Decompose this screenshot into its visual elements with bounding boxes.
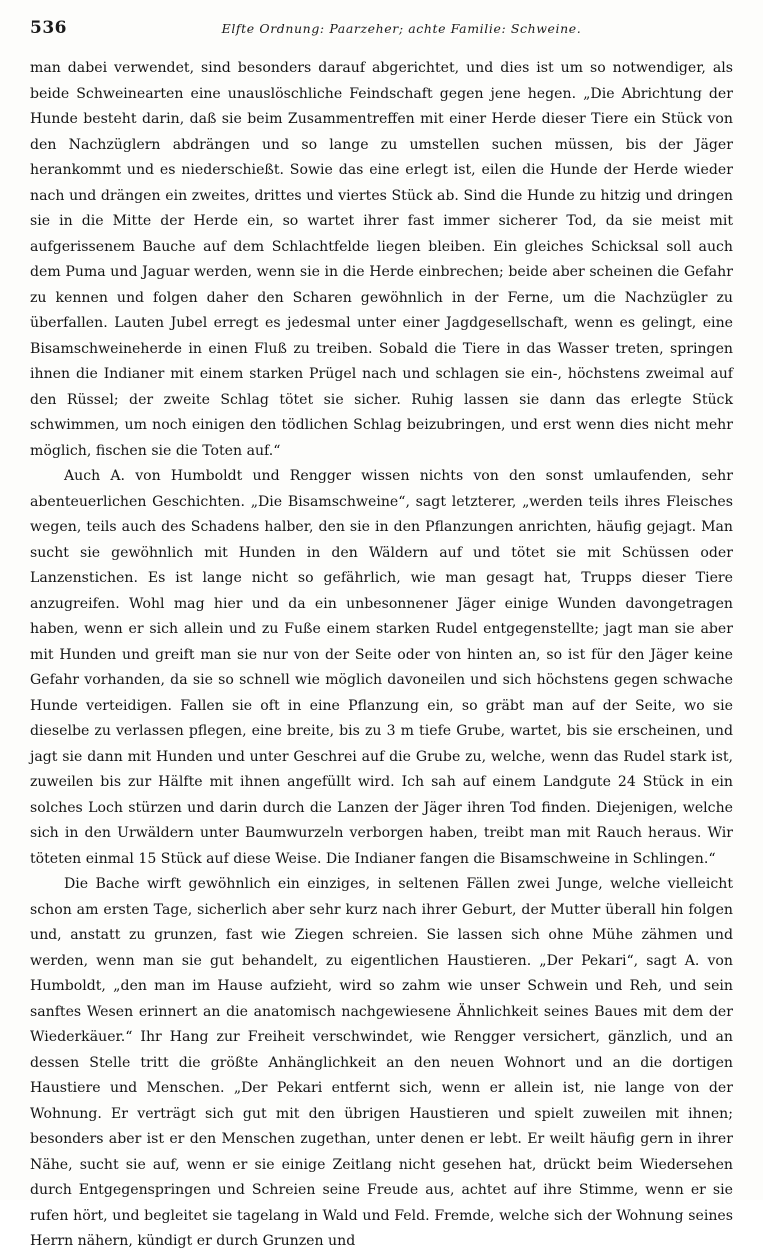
page-number: 536	[30, 18, 67, 38]
running-head: Elfte Ordnung: Paarzeher; achte Familie: Schweine.	[221, 21, 582, 36]
paragraph-humboldt-rengger: Auch A. von Humboldt und Rengger wissen nichts von den sonst umlaufenden, sehr abenteuerlichen Geschichten. „Die Bisamschweine“, sagt letzterer, „werden teils ihres Fleisches wegen, teils auch des Schadens halber, den sie in den Pflanzungen anrichten, häufig gejagt. Man sucht sie gewöhnlich mit Hunden in den Wäldern auf und tötet sie mit Schüssen oder Lanzenstichen. Es ist lange nicht so gefährlich, wie man gesagt hat, Trupps dieser Tiere anzugreifen. Wohl mag hier und da ein unbesonnener Jäger einige Wunden davongetragen haben, wenn er sich allein und zu Fuße einem starken Rudel entgegenstellte; jagt man sie aber mit Hunden und greift man sie nur von der Seite oder von hinten an, so ist für den Jäger keine Gefahr vorhanden, da sie so schnell wie möglich davoneilen und sich höchstens gegen schwache Hunde verteidigen. Fallen sie oft in eine Pflanzung ein, so gräbt man auf der Seite, wo sie dieselbe zu verlassen pflegen, eine breite, bis zu 3 m tiefe Grube, wartet, bis sie erscheinen, und jagt sie dann mit Hunden und unter Geschrei auf die Grube zu, welche, wenn das Rudel stark ist, zuweilen bis zur Hälfte mit ihnen angefüllt wird. Ich sah auf einem Landgute 24 Stück in ein solches Loch stürzen und darin durch die Lanzen der Jäger ihren Tod finden. Diejenigen, welche sich in den Urwäldern unter Baumwurzeln verborgen haben, treibt man mit Rauch heraus. Wir töteten einmal 15 Stück auf diese Weise. Die Indianer fangen die Bisamschweine in Schlingen.“	[30, 468, 733, 867]
paragraph-bache: Die Bache wirft gewöhnlich ein einziges, in seltenen Fällen zwei Junge, welche vielleicht schon am ersten Tage, sicherlich aber sehr kurz nach ihrer Geburt, der Mutter überall hin folgen und, anstatt zu grunzen, fast wie Ziegen schreien. Sie lassen sich ohne Mühe zähmen und werden, wenn man sie gut behandelt, zu eigentlichen Haustieren. „Der Pekari“, sagt A. von Humboldt, „den man im Hause aufzieht, wird so zahm wie unser Schwein und Reh, und sein sanftes Wesen erinnert an die anatomisch nachgewiesene Ähnlichkeit seines Baues mit dem der Wiederkäuer.“ Ihr Hang zur Freiheit verschwindet, wie Rengger versichert, gänzlich, und an dessen Stelle tritt die größte Anhänglichkeit an den neuen Wohnort und an die dortigen Haustiere und Menschen. „Der Pekari entfernt sich, wenn er allein ist, nie lange von der Wohnung. Er verträgt sich gut mit den übrigen Haustieren und spielt zuweilen mit ihnen; besonders aber ist er den Menschen zugethan, unter denen er lebt. Er weilt häufig gern in ihrer Nähe, sucht sie auf, wenn er sie einige Zeitlang nicht gesehen hat, drückt beim Wiedersehen durch Entgegenspringen und Schreien seine Freude aus, achtet auf ihre Stimme, wenn er sie rufen hört, und begleitet sie tagelang in Wald und Feld. Fremde, welche sich der Wohnung seines Herrn nähern, kündigt er durch Grunzen und	[30, 876, 733, 1249]
page-header	[30, 18, 733, 46]
body-text	[30, 56, 733, 1255]
paragraph-continued: man dabei verwendet, sind besonders darauf abgerichtet, und dies ist um so notwendiger, als beide Schweinearten eine unauslöschliche Feindschaft gegen jene hegen. „Die Abrichtung der Hunde besteht darin, daß sie beim Zusammentreffen mit einer Herde dieser Tiere ein Stück von den Nachzüglern abdrängen und so lange zu umstellen suchen müssen, bis der Jäger herankommt und es niederschießt. Sowie das eine erlegt ist, eilen die Hunde der Herde wieder nach und drängen ein zweites, drittes und viertes Stück ab. Sind die Hunde zu hitzig und dringen sie in die Mitte der Herde ein, so wartet ihrer fast immer sicherer Tod, da sie meist mit aufgerissenem Bauche auf dem Schlachtfelde liegen bleiben. Ein gleiches Schicksal soll auch dem Puma und Jaguar werden, wenn sie in die Herde einbrechen; beide aber scheinen die Gefahr zu kennen und folgen daher den Scharen gewöhnlich in der Ferne, um die Nachzügler zu überfallen. Lauten Jubel erregt es jedesmal unter einer Jagdgesellschaft, wenn es gelingt, eine Bisamschweineherde in einen Fluß zu treiben. Sobald die Tiere in das Wasser treten, springen ihnen die Indianer mit einem starken Prügel nach und schlagen sie ein-, höchstens zweimal auf den Rüssel; der zweite Schlag tötet sie sicher. Ruhig lassen sie dann das erlegte Stück schwimmen, um noch einigen den tödlichen Schlag beizubringen, und erst wenn dies nicht mehr möglich, fischen sie die Toten auf.“	[30, 60, 733, 459]
